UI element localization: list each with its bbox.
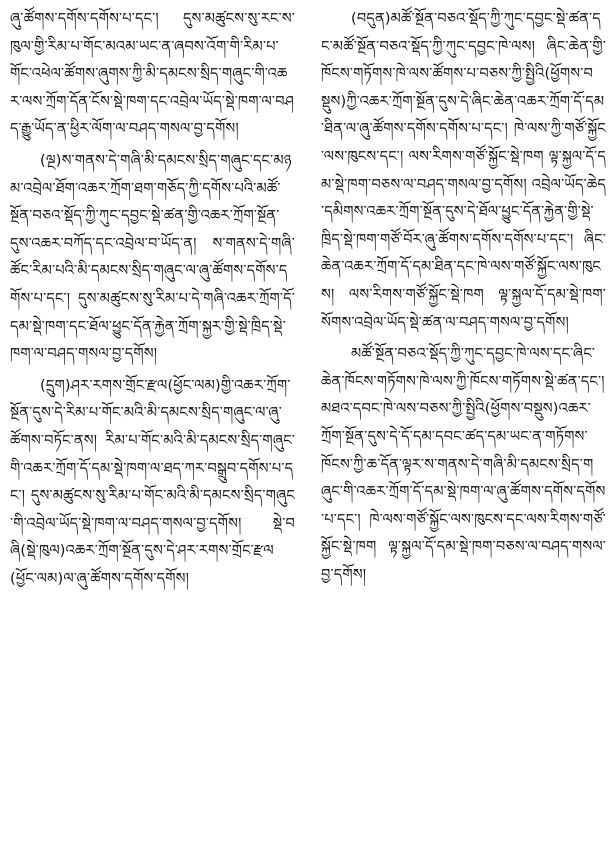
right-column [321,6,606,837]
paragraph-item-5: (ལྔ)ས་གནས་དེ་གཞི་མི་དམངས་སྲིད་གཞུང་དང་མཉམ་འབྲེལ་ཐོག་འཆར་ཀྲོག་ཐག་གཅོད་ཀྱི་དགོས་པའི་མཚོ་སྔོན་བཅའ་སྡོད་ཀྱི་ཀུང་དབྱང་སྡེ་ཚན་གྱི་འཆར་ཀྲོག་སྔོན་དུས་འཆར་བཀོད་དང་འབྲེལ་བ་ཡོད་ན། ས་གནས་དེ་གཞི་ཚོང་རིམ་པའི་མི་དམངས་སྲིད་གཞུང་ལ་ཞུ་ཚོགས་དགོས་དགོས་པ་དང་། དུས་མཚུངས་སུ་རིམ་པ་དེ་གཞི་འཆར་ཀྲོག་དོ་དམ་སྡེ་ཁག་དང་ཐོལ་ཕྱུང་དོན་རྐྱེན་ཀྲོག་སྐྱར་གྱི་སྡེ་ཁྲིད་སྡེ་ཁག་ལ་བཤད་གསལ་བྱ་དགོས། [10,152,295,363]
paragraph-item-6: (དྲུག)ཤར་རགས་གྲོང་རྫལ(ཕྱོང་ལམ)གྱི་འཆར་ཀྲོག་སྔོན་དུས་དེ་རིམ་པ་གོང་མའི་མི་དམངས་སྲིད་གཞུང་ལ་ཞུ་ཚོགས་བཏོང་ནས། རིམ་པ་གོང་མའི་མི་དམངས་སྲིད་གཞུང་གི་འཆར་ཀྲོག་དོ་དམ་སྡེ་ཁག་ལ་ཐད་ཀར་བསྒྲུབ་དགོས་པ་དང་། དུས་མཚུངས་སུ་རིམ་པ་གོང་མའི་མི་དམངས་སྲིད་གཞུང་གི་འབྲེལ་ཡོད་སྡེ་ཁག་ལ་བཤད་གསལ་བྱ་དགོས། སྡེ་བཞི(སྡེ་ཁུལ)འཆར་ཀྲོག་སྔོན་དུས་དེ་ཤར་རགས་གྲོང་རྫལ(ཕྱོང་ལམ)ལ་ཞུ་ཚོགས་དགོས་དགོས། [10,377,295,587]
left-column [10,6,295,837]
paragraph-enterprises: མཚོ་སྔོན་བཅའ་སྡོད་ཀྱི་ཀུང་དབྱང་ཁེ་ལས་དང་ཞིང་ཆེན་ཁོངས་གཏོགས་ཁེ་ལས་ཀྱི་ཁོངས་གཏོགས་སྡེ་ཚན་དང་། མཐའ་དབང་ཁེ་ལས་བཅས་ཀྱི་སྤྱིའི(ཕྱོགས་བསྡུས)འཆར་ཀྲོག་སྔོན་དུས་དེ་དོ་དམ་དབང་ཚད་དམ་ཡང་ན་གཏོགས་ཁོངས་ཀྱི་ཆ་དོན་ལྟར་ས་གནས་དེ་གཞི་མི་དམངས་སྲིད་གཞུང་གི་འཆར་ཀྲོག་དོ་དམ་སྡེ་ཁག་ལ་ཞུ་ཚོགས་དགོས་དགོས་པ་དང་། ཁེ་ལས་གཙོ་སྐྱོང་ལས་ཁུངས་དང་ལས་རིགས་གཙོ་སྐྱོང་སྡེ་ཁག ལྟ་སྐྱལ་དོ་དམ་སྡེ་ཁག་བཅས་ལ་བཤད་གསལ་བྱ་དགོས། [321,346,606,583]
paragraph-item-7: (བདུན)མཚོ་སྔོན་བཅའ་སྡོད་ཀྱི་ཀུང་དབྱང་སྡེ་ཚན་དང་མཚོ་སྔོན་བཅའ་སྡོད་ཀྱི་ཀུང་དབྱང་ཁེ་ལས། ཞིང་ཆེན་གྱི་ཁོངས་གཏོགས་ཁེ་ལས་ཚོགས་པ་བཅས་ཀྱི་སྤྱིའི(ཕྱོགས་བསྡུས)ཀྱི་འཆར་ཀྲོག་སྔོན་དུས་དེ་ཞིང་ཆེན་འཆར་ཀྲོག་དོ་དམ་ཐིན་ལ་ཞུ་ཚོགས་དགོས་དགོས་པ་དང་། ཁེ་ལས་ཀྱི་གཙོ་སྐྱོང་ལས་ཁུངས་དང་། ལས་རིགས་གཙོ་སྐྱོང་སྡེ་ཁག ལྟ་སྐྱལ་དོ་དམ་སྡེ་ཁག་བཅས་ལ་བཤད་གསལ་བྱ་དགོས། འབྲེལ་ཡོད་ཆེད་དམིགས་འཆར་ཀྲོག་སྔོན་དུས་དེ་ཐོལ་ཕྱུང་དོན་རྐྱེན་གྱི་སྡེ་ཁྲིད་སྡེ་ཁག་གཙོ་བོར་ཞུ་ཚོགས་དགོས་དགོས་པ་དང་། ཞིང་ཆེན་འཆར་ཀྲོག་དོ་དམ་ཐིན་དང་ཁེ་ལས་གཙོ་སྐྱོང་ལས་ཁུངས། ལས་རིགས་གཙོ་སྐྱོང་སྡེ་ཁག ལྟ་སྐྱལ་དོ་དམ་སྡེ་ཁག་སོགས་འབྲེལ་ཡོད་སྡེ་ཚན་ལ་བཤད་གསལ་བྱ་དགོས། [321,11,606,331]
paragraph-continuation: ཞུ་ཚོགས་དགོས་དགོས་པ་དང་། དུས་མཚུངས་སུ་རང་ས་ཁུལ་གྱི་རིམ་པ་གོང་མའམ་ཡང་ན་ཞབས་འོག་གི་རིམ་པ་གོང་འཕེལ་ཚོགས་ཞུགས་ཀྱི་མི་དམངས་སྲིད་གཞུང་གི་འཆར་ལས་ཀྲོག་དོན་ངོས་སྡེ་ཁག་དང་འབྲེལ་ཡོད་སྡེ་ཁག་ལ་བཤད་རྒྱུ་ཡོད་ན་ཕྱིར་ལོག་ལ་བཤད་གསལ་བྱ་དགོས། [10,11,295,138]
